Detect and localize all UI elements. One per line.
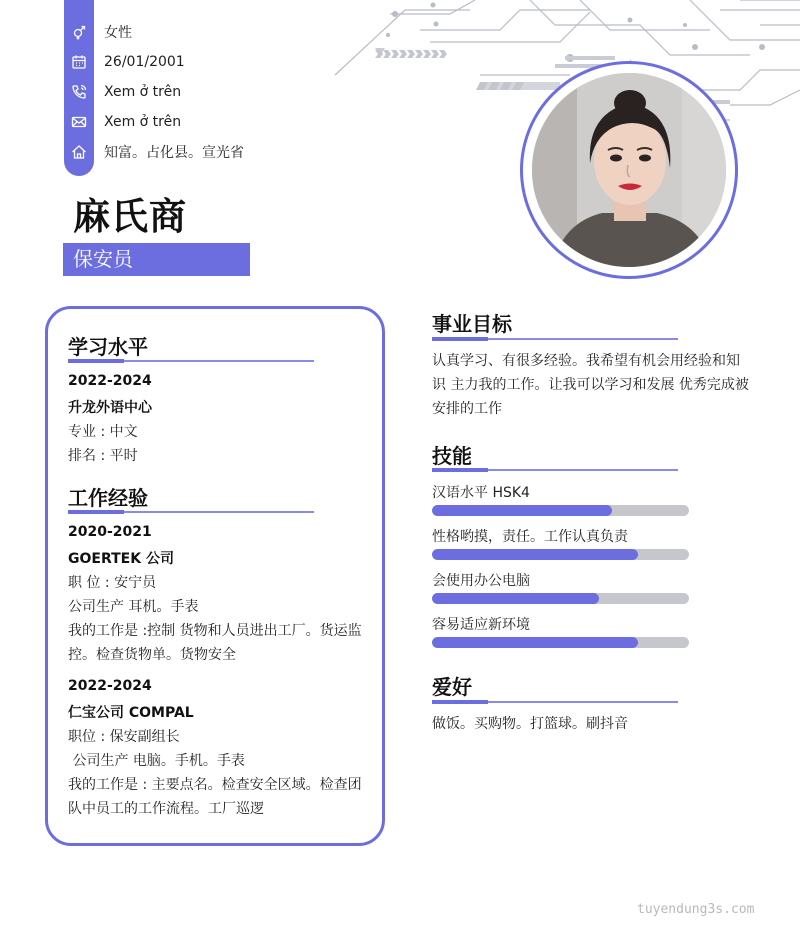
contact-email bbox=[64, 107, 181, 137]
home-icon bbox=[64, 137, 94, 167]
objective-line: 认真学习、有很多经验。我希望有机会用经验和知 bbox=[432, 353, 740, 369]
gender-text: 女性 bbox=[104, 25, 132, 41]
skill-label: 性格哟摸，责任。工作认真负责 bbox=[432, 529, 628, 545]
education-divider bbox=[68, 360, 314, 362]
avatar bbox=[532, 73, 726, 267]
skill-bar bbox=[432, 637, 689, 648]
gender-icon bbox=[64, 17, 94, 47]
experience-line: 我的工作是 : 主要点名。检查安全区域。检查团 bbox=[68, 777, 362, 793]
birthdate-text: 26/01/2001 bbox=[104, 54, 185, 70]
objective-line: 识 主力我的工作。让我可以学习和发展 优秀完成被 bbox=[432, 377, 749, 393]
email-text: Xem ở trên bbox=[104, 114, 182, 130]
education-rank: 排名 : 平时 bbox=[68, 448, 138, 464]
objective-divider bbox=[432, 338, 678, 340]
experience-period: 2022-2024 bbox=[68, 678, 152, 694]
experience-period: 2020-2021 bbox=[68, 524, 152, 540]
skill-bar bbox=[432, 505, 689, 516]
objective-title: 事业目标 bbox=[432, 312, 512, 336]
skill-bar bbox=[432, 593, 689, 604]
experience-divider bbox=[68, 511, 314, 513]
experience-company: 仁宝公司 COMPAL bbox=[68, 705, 194, 721]
calendar-icon bbox=[64, 47, 94, 77]
experience-line: 我的工作是 :控制 货物和人员进出工厂。货运监 bbox=[68, 623, 362, 639]
watermark: tuyendung3s.com bbox=[637, 902, 755, 917]
hobbies-divider bbox=[432, 701, 678, 703]
portrait-photo bbox=[532, 73, 726, 267]
address-text: 知富。占化县。宣光省 bbox=[104, 145, 244, 161]
skill-bar bbox=[432, 549, 689, 560]
skill-label: 汉语水平 HSK4 bbox=[432, 485, 530, 501]
objective-line: 安排的工作 bbox=[432, 401, 502, 417]
education-period: 2022-2024 bbox=[68, 373, 152, 389]
skill-label: 容易适应新环境 bbox=[432, 617, 530, 633]
contact-birthdate bbox=[64, 47, 185, 77]
skills-divider bbox=[432, 469, 678, 471]
experience-line: 职 位 : 安宁员 bbox=[68, 575, 157, 591]
experience-line: 公司生产 电脑。手机。手表 bbox=[68, 753, 245, 769]
experience-line: 职位 : 保安副组长 bbox=[68, 729, 180, 745]
skill-bar-fill bbox=[432, 637, 638, 648]
education-school: 升龙外语中心 bbox=[68, 400, 152, 416]
skill-bar-fill bbox=[432, 505, 612, 516]
experience-line: 队中员工的工作流程。工厂巡逻 bbox=[68, 801, 264, 817]
skill-label: 会使用办公电脑 bbox=[432, 573, 530, 589]
contact-phone bbox=[64, 77, 181, 107]
experience-company: GOERTEK 公司 bbox=[68, 551, 174, 567]
hobbies-title: 爱好 bbox=[432, 675, 472, 699]
skill-bar-fill bbox=[432, 593, 599, 604]
skills-title: 技能 bbox=[432, 444, 472, 468]
education-title: 学习水平 bbox=[68, 335, 148, 359]
mail-icon bbox=[64, 107, 94, 137]
candidate-name: 麻氏商 bbox=[73, 195, 187, 238]
experience-title: 工作经验 bbox=[68, 486, 148, 510]
skill-bar-fill bbox=[432, 549, 638, 560]
contact-gender bbox=[64, 17, 132, 47]
contact-address bbox=[64, 137, 244, 167]
phone-icon bbox=[64, 77, 94, 107]
experience-line: 公司生产 耳机。手表 bbox=[68, 599, 199, 615]
hobbies-text: 做饭。买购物。打篮球。刷抖音 bbox=[432, 716, 628, 732]
education-major: 专业 : 中文 bbox=[68, 424, 138, 440]
experience-line: 控。检查货物单。货物安全 bbox=[68, 647, 236, 663]
job-title: 保安员 bbox=[63, 243, 250, 276]
phone-text: Xem ở trên bbox=[104, 84, 182, 100]
